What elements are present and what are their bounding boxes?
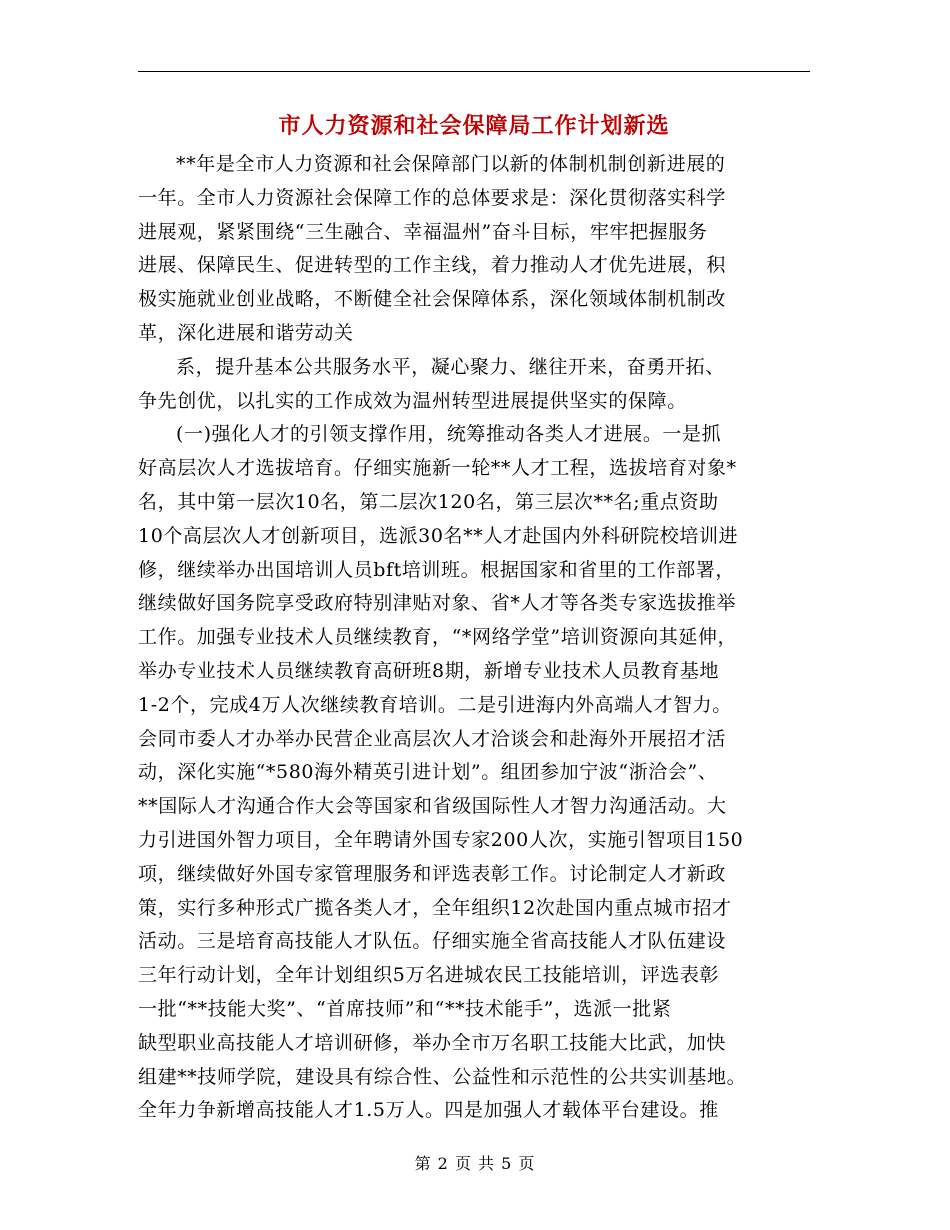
text-line: 革，深化进展和谐劳动关	[138, 321, 354, 344]
text-line: 一年。全市人力资源社会保障工作的总体要求是：深化贯彻落实科学	[138, 186, 727, 209]
text-line: **国际人才沟通合作大会等国家和省级国际性人才智力沟通活动。大	[138, 795, 727, 818]
text-line: 系，提升基本公共服务水平，凝心聚力、继往开来，奋勇开拓、	[176, 355, 725, 378]
text-line: (一)强化人才的引领支撑作用，统筹推动各类人才进展。一是抓	[176, 423, 722, 446]
text-line: **年是全市人力资源和社会保障部门以新的体制机制创新进展的	[176, 153, 726, 175]
text-line: 10个高层次人才创新项目，选派30名**人才赴国内外科研院校培训进	[138, 524, 739, 547]
text-line: 名，其中第一层次10名，第二层次120名，第三层次**名;重点资助	[138, 490, 719, 513]
text-line: 动，深化实施“*580海外精英引进计划”。组团参加宁波“浙洽会”、	[138, 761, 718, 784]
text-line: 进展观，紧紧围绕“三生融合、幸福温州”奋斗目标，牢牢把握服务	[138, 220, 708, 243]
text-line: 会同市委人才办举办民营企业高层次人才洽谈会和赴海外开展招才活	[138, 727, 727, 750]
text-line: 活动。三是培育高技能人才队伍。仔细实施全省高技能人才队伍建设	[138, 930, 727, 953]
text-line: 全年力争新增高技能人才1.5万人。四是加强人才载体平台建设。推	[138, 1099, 719, 1122]
text-line: 缺型职业高技能人才培训研修，举办全市万名职工技能大比武，加快	[138, 1031, 727, 1054]
header-rule	[138, 71, 810, 72]
text-line: 修，继续举办出国培训人员bft培训班。根据国家和省里的工作部署，	[138, 558, 736, 581]
page-number: 第 2 页 共 5 页	[414, 1154, 536, 1173]
text-line: 极实施就业创业战略，不断健全社会保障体系，深化领域体制机制改	[138, 288, 727, 311]
text-line: 1-2个，完成4万人次继续教育培训。二是引进海内外高端人才智力。	[138, 693, 732, 716]
document-title: 市人力资源和社会保障局工作计划新选	[278, 113, 670, 139]
text-line: 继续做好国务院享受政府特别津贴对象、省*人才等各类专家选拔推举	[138, 592, 737, 615]
text-line: 项，继续做好外国专家管理服务和评选表彰工作。讨论制定人才新政	[138, 862, 727, 885]
text-line: 好高层次人才选拔培育。仔细实施新一轮**人才工程，选拔培育对象*	[138, 457, 737, 480]
text-line: 三年行动计划，全年计划组织5万名进城农民工技能培训，评选表彰	[138, 964, 720, 987]
document-body	[138, 148, 810, 1128]
text-line: 工作。加强专业技术人员继续教育，“*网络学堂”培训资源向其延伸，	[138, 626, 738, 649]
text-line: 一批“**技能大奖”、“首席技师”和“**技术能手”，选派一批紧	[138, 997, 672, 1020]
text-line: 组建**技师学院，建设具有综合性、公益性和示范性的公共实训基地。	[138, 1065, 747, 1088]
text-line: 进展、保障民生、促进转型的工作主线，着力推动人才优先进展，积	[138, 254, 727, 277]
text-line: 举办专业技术人员继续教育高研班8期，新增专业技术人员教育基地	[138, 659, 720, 682]
text-line: 策，实行多种形式广揽各类人才，全年组织12次赴国内重点城市招才	[138, 896, 732, 919]
text-line: 争先创优，以扎实的工作成效为温州转型进展提供坚实的保障。	[138, 389, 687, 412]
text-line: 力引进国外智力项目，全年聘请外国专家200人次，实施引智项目150	[138, 828, 744, 851]
